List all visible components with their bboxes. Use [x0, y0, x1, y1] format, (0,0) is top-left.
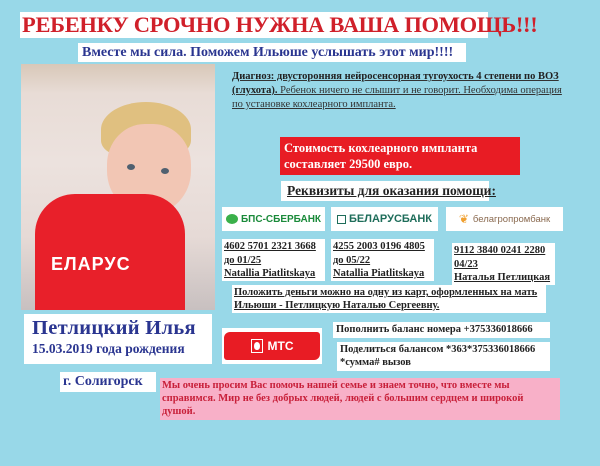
mts-egg-icon [251, 339, 263, 353]
mts-logo-label: МТС [267, 339, 294, 353]
bank-name: БПС-СБЕРБАНК [240, 213, 322, 225]
card-number: 9112 3840 0241 2280 [454, 245, 546, 256]
mts-logo-badge [224, 332, 320, 360]
photo-eye-icon [127, 164, 135, 170]
card-expiry: до 05/22 [333, 254, 371, 266]
belagroprombank-logo-icon: ❦ [458, 212, 469, 226]
card-holder: Natallia Piatlitskaya [224, 268, 316, 279]
card-holder: Наталья Петлицкая [454, 272, 551, 283]
card-details-1 [222, 239, 325, 281]
child-info [24, 314, 212, 364]
card-expiry: до 01/25 [224, 254, 262, 266]
mts-logo [222, 328, 322, 364]
child-photo [21, 64, 215, 310]
bank-logo-belarusbank [331, 207, 438, 231]
diagnosis-detail: Ребенок ничего не слышит и не говорит. Необходима операция по установке кохлеарного импланта. [232, 85, 562, 110]
requisites-heading: Реквизиты для оказания помощи: [281, 181, 489, 201]
mts-share-text [337, 342, 550, 371]
card-details-3 [452, 243, 555, 285]
mts-share-line1: Поделиться балансом *363*375336018666 [340, 344, 536, 355]
mts-share-line2: *сумма# вызов [340, 357, 411, 368]
page-subtitle: Вместе мы сила. Поможем Ильюше услышать этот мир!!!! [78, 43, 466, 62]
photo-eye-icon [161, 168, 169, 174]
card-expiry: 04/23 [454, 258, 478, 270]
photo-shirt [35, 194, 185, 310]
sberbank-logo-icon [226, 214, 238, 224]
card-number: 4602 5701 2321 3668 [224, 241, 316, 252]
deposit-note: Положить деньги можно на одну из карт, оформленных на мать Ильюши - Петлицкую Наталью Сергеевну. [232, 285, 546, 313]
plea-message: Мы очень просим Вас помочь нашей семье и знаем точно, что вместе мы справимся. Мир не без добрых людей, людей с большим сердцем и широкой душой. [160, 378, 560, 420]
card-number: 4255 2003 0196 4805 [333, 241, 425, 252]
mts-topup-text: Пополнить баланс номера +375336018666 [333, 322, 550, 338]
diagnosis-text [232, 70, 562, 112]
photo-shirt-text: ЕЛАРУС [51, 254, 131, 274]
belarusbank-logo-icon [337, 215, 346, 224]
child-birth-date: 15.03.2019 года рождения [32, 341, 185, 356]
card-holder: Natallia Piatlitskaya [333, 268, 425, 279]
child-city: г. Солигорск [60, 372, 156, 392]
bank-logo-belagroprombank [446, 207, 563, 231]
card-details-2 [331, 239, 434, 281]
diagnosis-bold: Диагноз: двусторонняя нейросенсорная тугоухость 4 степени по ВОЗ (глухота). [232, 71, 559, 96]
page-title: РЕБЕНКУ СРОЧНО НУЖНА ВАША ПОМОЩЬ!!! [22, 12, 538, 37]
bank-logo-sberbank [222, 207, 325, 231]
bank-name: БЕЛАРУСБАНК [349, 213, 432, 225]
cost-banner: Стоимость кохлеарного импланта составляет 29500 евро. [280, 137, 520, 175]
bank-name: белагропромбанк [472, 213, 551, 225]
child-name: Петлицкий Илья [32, 317, 196, 339]
